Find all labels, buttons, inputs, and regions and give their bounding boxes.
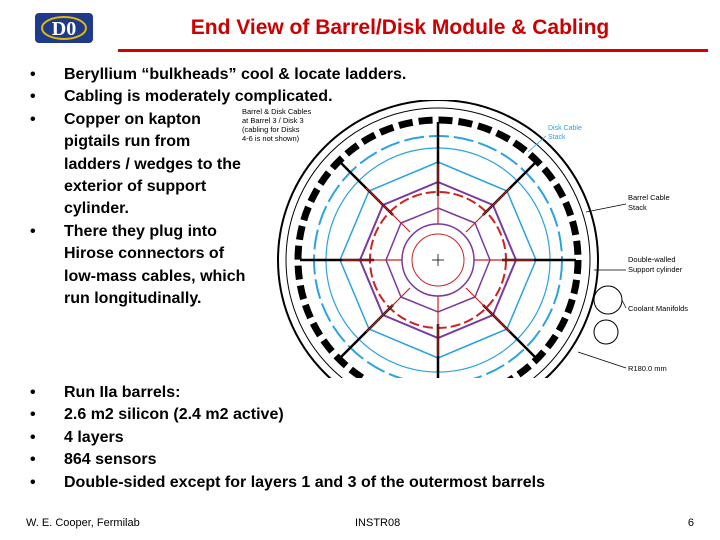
slide-title: End View of Barrel/Disk Module & Cabling <box>190 16 610 39</box>
bullet-item: • 864 sensors <box>30 449 704 471</box>
label-radius: R180.0 mm <box>628 364 667 373</box>
title-rule <box>118 49 708 52</box>
label-double-wall-line1: Double-walled <box>628 255 676 264</box>
label-cables-line2: at Barrel 3 / Disk 3 <box>242 116 304 125</box>
bullet-item: • Copper on kapton pigtails run from ladders / wedges to the exterior of support cylinder. <box>30 109 249 221</box>
label-cables-line1: Barrel & Disk Cables <box>242 107 312 116</box>
label-cables-line3: (cabling for Disks <box>242 125 300 134</box>
beam-crosshair <box>432 254 444 266</box>
bullet-item: • Cabling is moderately complicated. <box>30 86 484 108</box>
barrel-end-view-diagram <box>228 100 698 378</box>
label-disk-stack-line2: Stack <box>548 134 566 141</box>
footer-author: W. E. Cooper, Fermilab <box>26 517 140 529</box>
label-barrel-stack-line1: Barrel Cable <box>628 193 670 202</box>
label-cables-line4: 4-6 is not shown) <box>242 134 300 143</box>
bullet-item: • 4 layers <box>30 427 704 449</box>
label-double-wall-line2: Support cylinder <box>628 265 683 274</box>
bullet-item: • Beryllium “bulkheads” cool & locate ladders. <box>30 64 484 86</box>
label-barrel-stack-line2: Stack <box>628 203 647 212</box>
bullet-item: • Run IIa barrels: <box>30 382 704 404</box>
footer-page-number: 6 <box>687 517 694 529</box>
bullet-item: • Double-sided except for layers 1 and 3 of the outermost barrels <box>30 472 704 494</box>
coolant-manifold <box>594 320 618 344</box>
disk-stack-leader <box>528 136 546 152</box>
label-coolant-manifolds: Coolant Manifolds <box>628 304 689 313</box>
d0-logo <box>34 10 96 46</box>
label-disk-stack-line1: Disk Cable <box>548 125 582 132</box>
coolant-manifold <box>594 286 622 314</box>
footer-conference: INSTR08 <box>355 517 401 529</box>
bullet-list-bottom <box>30 382 704 494</box>
logo-text: D0 <box>51 18 77 40</box>
bullet-item: • 2.6 m2 silicon (2.4 m2 active) <box>30 404 704 426</box>
bullet-item: • There they plug into Hirose connectors of low-mass cables, which run longitudinally. <box>30 221 259 311</box>
